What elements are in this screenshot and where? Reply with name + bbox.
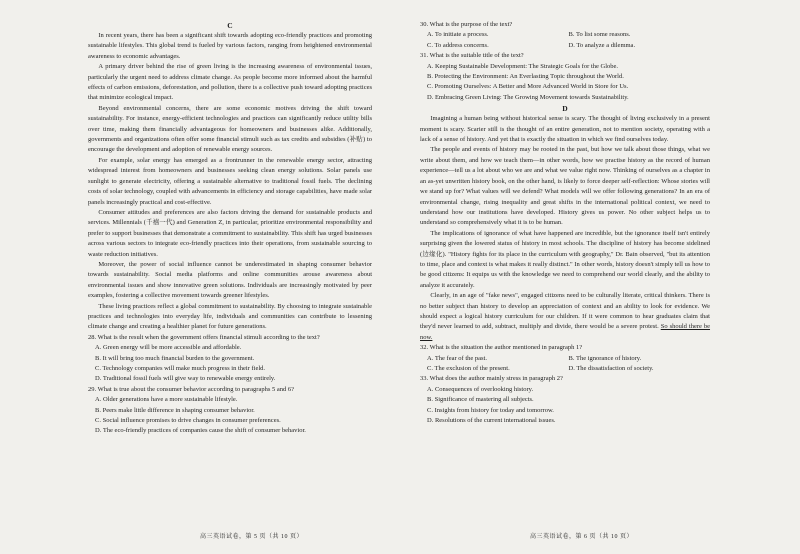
option: B. To list some reasons. bbox=[568, 31, 631, 39]
page-footer-right: 高三英语试卷，第 6 页（共 10 页） bbox=[530, 534, 634, 540]
option: C. Promoting Ourselves: A Better and More Advanced World in Store for Us. bbox=[427, 83, 629, 91]
option: D. The eco-friendly practices of companies cause the shift of consumer behavior. bbox=[95, 427, 306, 435]
paragraph: Beyond environmental concerns, there are some economic motives driving the shift toward sustainability. For instance, energy-efficient technologies and practices can significantly reduce utility bills over time, making them financially advantageous for homeowners and businesses alike. Additionally, governments and organizations often offer some financial stimuli such as tax credits and subsidies (补贴) to encourage the development and adoption of renewable energy sources. bbox=[88, 104, 372, 154]
paragraph: A primary driver behind the rise of green living is the increasing awareness of environmental issues, particularly the urgent need to address climate change. As people become more informed about the harmful effects of carbon emissions, deforestation, and pollution, there is a collective push toward adopting practices that minimize ecological impact. bbox=[88, 63, 372, 102]
paragraph: Imagining a human being without historical sense is scary. The thought of living exclusively in a present moment is scary. Scarier still is the thought of an entire generation, not to mention society, operating with a lack of a sense of history. And yet that is exactly the situation in which we find ourselves today. bbox=[420, 115, 710, 144]
page-footer-left: 高三英语试卷，第 5 页（共 10 页） bbox=[200, 534, 304, 540]
paragraph: These living practices reflect a global commitment to sustainability. By choosing to integrate sustainable practices and technologies into everyday life, individuals and communities can contribute to lessening climate change and creating a healthier planet for future generations. bbox=[88, 302, 372, 331]
question-28-stem: 28. What is the result when the government offers financial stimuli according to the text? bbox=[88, 333, 320, 341]
option: C. To address concerns. bbox=[427, 41, 489, 49]
question-32-stem: 32. What is the situation the author mentioned in paragraph 1? bbox=[420, 344, 583, 352]
paragraph: The implications of ignorance of what have happened are incredible, but the ignorance itself isn't entirely surprising given the lowered status of history in most schools. The discipline of history has become sidelined (边缘化). "History fights for its place in the curriculum with geography," Dr. Bain observed, "but its attention to time, place and context is what makes it really distinct." In other words, history doesn't simply tell us how to be good citizens: It equips us with the knowledge we need to comprehend our world clearly, and the ability to analyze it accurately. bbox=[420, 229, 710, 289]
option: D. The dissatisfaction of society. bbox=[568, 365, 654, 372]
option: C. The exclusion of the present. bbox=[427, 365, 510, 372]
question-31-stem: 31. What is the suitable title of the text? bbox=[420, 52, 524, 60]
question-32-options bbox=[420, 354, 710, 375]
section-c-title: C bbox=[227, 21, 233, 30]
question-30-stem: 30. What is the purpose of the text? bbox=[420, 21, 513, 28]
section-d-title: D bbox=[562, 104, 568, 114]
option: A. Consequences of overlooking history. bbox=[427, 385, 534, 393]
option: B. It will bring too much financial burden to the government. bbox=[95, 354, 255, 362]
option: C. Social influence promises to drive changes in consumer preferences. bbox=[95, 417, 281, 425]
option: A. The fear of the past. bbox=[427, 354, 487, 362]
paragraph: Moreover, the power of social influence cannot be underestimated in shaping consumer behavior towards sustainability. Social media platforms and online communities arouse awareness about environmental issues and show innovative green solutions. Individuals are increasingly motivated by peer examples, fostering a collective movement towards greener lifestyles. bbox=[88, 260, 372, 300]
paragraph: In recent years, there has been a significant shift towards adopting eco-friendly practices and promoting sustainable lifestyles. This global trend is fueled by various factors, ranging from heightened environmental awareness to economic advantages. bbox=[88, 32, 372, 60]
paragraph-text: Clearly, in an age of "fake news", engaged citizens need to be culturally literate, critical thinkers. There is no better subject than history to develop an appreciation of context and an ability to look for evidence. We should expect a logical history curriculum for our children. If it were common to hear graduates claim that they'd never learned to add, subtract, multiply and divide, there would be a severe protest. bbox=[420, 292, 710, 331]
option: B. Peers make little difference in shaping consumer behavior. bbox=[95, 406, 255, 414]
option: D. Embracing Green Living: The Growing Movement towards Sustainability. bbox=[427, 93, 629, 101]
question-30-options bbox=[420, 30, 710, 51]
option: D. Traditional fossil fuels will give way to renewable energy entirely. bbox=[95, 375, 276, 383]
option: B. Significance of mastering all subjects. bbox=[427, 396, 534, 404]
option: C. Insights from history for today and tomorrow. bbox=[427, 406, 554, 414]
question-33-stem: 33. What does the author mainly stress in paragraph 2? bbox=[420, 375, 563, 383]
right-page bbox=[420, 20, 710, 426]
paragraph bbox=[420, 291, 710, 343]
question-29-stem: 29. What is true about the consumer behavior according to paragraphs 5 and 6? bbox=[88, 385, 295, 393]
option: B. Protecting the Environment: An Everlasting Topic throughout the World. bbox=[427, 73, 624, 81]
paragraph: Consumer attitudes and preferences are also factors driving the demand for sustainable products and services. Millennials (千禧一代) and Generation Z, in particular, prioritize environmental responsibility and prefer to support businesses that demonstrate a commitment to sustainability. This shift has urged businesses across various sectors to integrate eco-friendly practices into their operations, from sustainable sourcing to waste reduction initiatives. bbox=[88, 208, 372, 258]
option: B. The ignorance of history. bbox=[568, 354, 642, 362]
option: A. Keeping Sustainable Development: The Strategic Goals for the Globe. bbox=[427, 62, 619, 70]
option: C. Technology companies will make much progress in their field. bbox=[95, 365, 266, 372]
option: D. Resolutions of the current international issues. bbox=[427, 417, 556, 425]
paragraph: For example, solar energy has emerged as a frontrunner in the renewable energy sector, attracting widespread interest from homeowners and businesses seeking clean energy solutions. Solar panels use sunlight to generate electricity, offering a sustainable alternative to traditional fossil fuels. The declining costs of solar technology, coupled with advancements in efficiency and storage capabilities, have made solar panels increasingly practical and cost-effective. bbox=[88, 156, 372, 206]
option: A. To initiate a process. bbox=[427, 31, 489, 39]
paragraph: The people and events of history may be rooted in the past, but how we talk about those things, what we write about them, and how we teach them—in other words, how we practise history as the record of human experience—tell us a lot about who we are and what we value right now. Thinking of ourselves as a chapter in an as-yet unwritten history book, on the other hand, is likely to force deeper self-reflection: Whose stories will we stand up for? What values will we defend? What models will we offer following generations? In an era of environmental change, rising inequality and great shifts in the international political context, we need to understand how our institutions have developed. History gives us power. No other subject helps us to understand so comprehensively what it is to be human. bbox=[420, 146, 710, 227]
option: D. To analyze a dilemma. bbox=[568, 41, 636, 49]
underlined-sentence: So should there be now. bbox=[420, 323, 711, 341]
option: A. Green energy will be more accessible and affordable. bbox=[95, 344, 242, 352]
left-page bbox=[88, 20, 372, 437]
option: A. Older generations have a more sustainable lifestyle. bbox=[95, 396, 238, 404]
